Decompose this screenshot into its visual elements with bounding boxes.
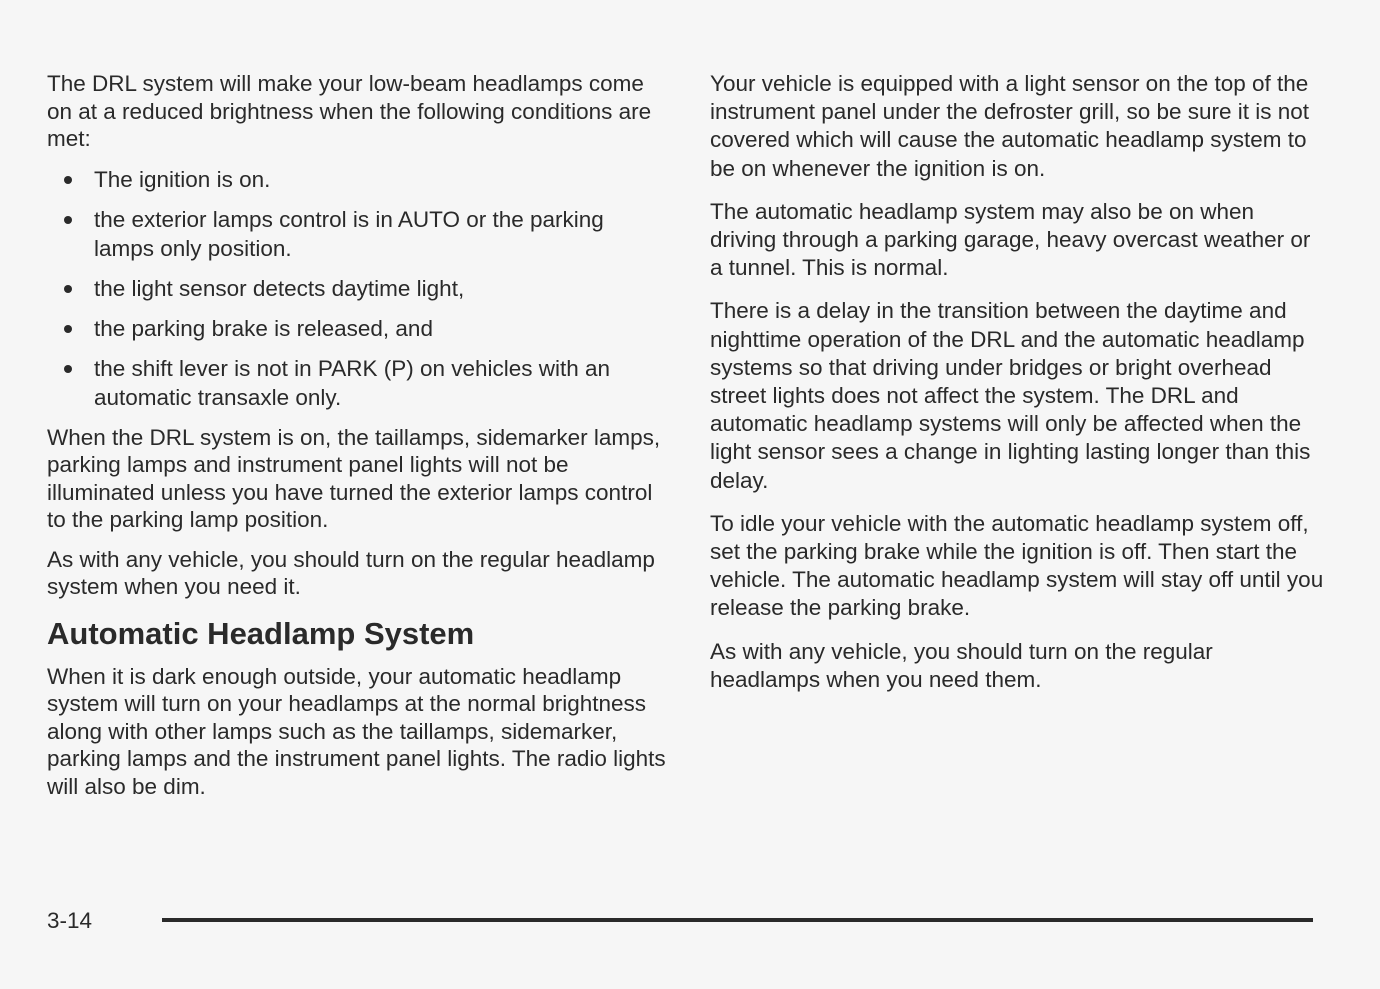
automatic-headlamp-paragraph: When it is dark enough outside, your automatic headlamp system will turn on your headlamps at the normal brightness along with other lamps such as the taillamps, sidemarker, parking lamps and the instrument panel lights. The radio lights will also be dim. (47, 663, 666, 799)
drl-intro-paragraph: The DRL system will make your low-beam headlamps come on at a reduced brightness when the following conditions are met: (47, 71, 652, 151)
transition-delay-paragraph: There is a delay in the transition between the daytime and nighttime operation of the DRL and the automatic headlamp systems so that driving under bridges or bright overhead street lights does not affect the system. The DRL and automatic headlamp systems will only be affected when the light sensor sees a change in lighting lasting longer than this delay. (710, 298, 1311, 493)
footer-divider (162, 918, 1313, 922)
left-column (47, 70, 667, 800)
list-item: the exterior lamps control is in AUTO or the parking lamps only position. (47, 205, 667, 263)
regular-headlamps-paragraph: As with any vehicle, you should turn on the regular headlamps when you need them. (710, 638, 1213, 692)
drl-conditions-list (47, 165, 667, 412)
page-number: 3-14 (47, 908, 93, 933)
parking-garage-paragraph: The automatic headlamp system may also be on when driving through a parking garage, heavy overcast weather or a tunnel. This is normal. (710, 198, 1311, 281)
list-item: the shift lever is not in PARK (P) on vehicles with an automatic transaxle only. (47, 354, 667, 412)
list-item: The ignition is on. (47, 165, 667, 194)
idle-vehicle-paragraph: To idle your vehicle with the automatic headlamp system off, set the parking brake while the ignition is off. Then start the vehicle. The automatic headlamp system will stay off until you release the parking brake. (710, 510, 1324, 621)
section-heading: Automatic Headlamp System (47, 615, 475, 651)
list-item: the parking brake is released, and (47, 314, 667, 343)
drl-on-paragraph: When the DRL system is on, the taillamps, sidemarker lamps, parking lamps and instrument panel lights will not be illuminated unless you have turned the exterior lamps control to the parking lamp position. (47, 424, 661, 532)
right-column (710, 70, 1325, 694)
list-item: the light sensor detects daytime light, (47, 274, 667, 303)
regular-headlamp-paragraph: As with any vehicle, you should turn on the regular headlamp system when you need it. (47, 546, 655, 599)
light-sensor-paragraph: Your vehicle is equipped with a light sensor on the top of the instrument panel under the defroster grill, so be sure it is not covered which will cause the automatic headlamp system to be on whenever the ignition is on. (710, 71, 1310, 181)
